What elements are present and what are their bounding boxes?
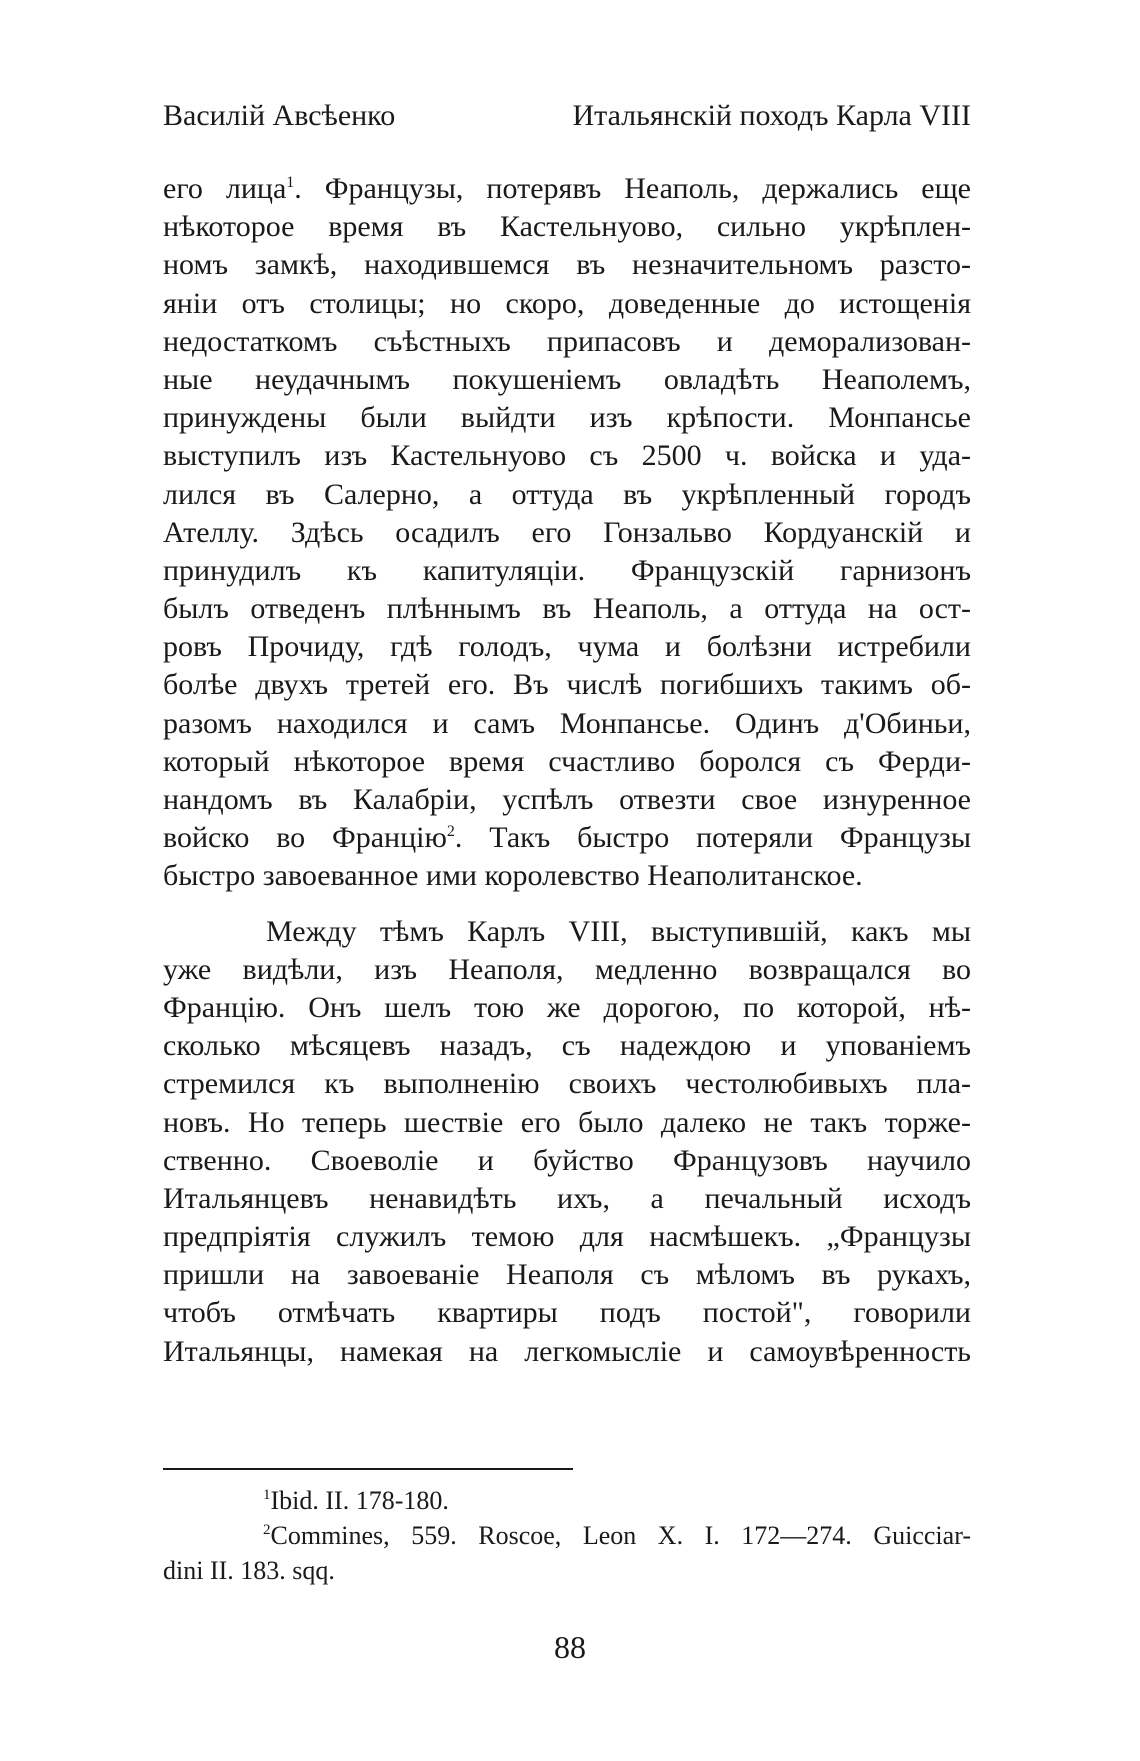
text-line: былъ отведенъ плѣннымъ въ Неаполь, а оттуда на ост- [163, 592, 971, 626]
text-line: ственно. Своеволіе и буйство Французовъ научило [163, 1143, 971, 1177]
text-line: принудилъ къ капитуляціи. Французскій гарнизонъ [163, 553, 971, 587]
text-line: Францію. Онъ шелъ тою же дорогою, по которой, нѣ- [163, 990, 971, 1024]
text-line: быстро завоеванное ими королевство Неаполитанское. [163, 859, 863, 893]
text-line: стремился къ выполненію своихъ честолюбивыхъ пла- [163, 1067, 971, 1101]
text-line: Ателлу. Здѣсь осадилъ его Гонзальво Кордуанскій и [163, 515, 971, 549]
footnotes [163, 1483, 971, 1588]
text-line: нандомъ въ Калабріи, успѣлъ отвезти свое изнуренное [163, 783, 971, 816]
text-line: номъ замкѣ, находившемся въ незначительномъ разсто- [163, 248, 971, 282]
header-author: Василій Авсѣенко [163, 99, 396, 132]
footnote-1: $^1$Ibid. II. 178-180. [263, 1486, 449, 1515]
footnote-2: $^2$Commines, 559. Roscoe, Leon X. I. 172—274. Guicciar- [263, 1521, 971, 1550]
header-title: Итальянскій походъ Карла VIII [572, 99, 971, 132]
paragraph-2 [163, 913, 971, 1371]
text-line: болѣе двухъ третей его. Въ числѣ погибшихъ такимъ об- [163, 668, 971, 702]
running-header [163, 96, 971, 136]
footnote-mark: 1 [263, 1487, 271, 1503]
text-line: войско во Францію$^2$. Такъ быстро потеряли Французы [163, 821, 971, 855]
text-line: недостаткомъ съѣстныхъ припасовъ и деморализован- [163, 324, 971, 358]
text-line: Итальянцы, намекая на легкомысліе и самоувѣренность [163, 1334, 971, 1368]
text-line: Между тѣмъ Карлъ VIII, выступившій, какъ мы [266, 914, 971, 948]
text-line: яніи отъ столицы; но скоро, доведенные до истощенія [163, 286, 971, 320]
footnote-divider [163, 1468, 573, 1470]
text-line: уже видѣли, изъ Неаполя, медленно возвращался во [163, 952, 971, 986]
footnote-ref-2[interactable]: 2 [446, 823, 455, 841]
text-line: разомъ находился и самъ Монпансье. Одинъ д'Обиньи, [163, 706, 971, 740]
text-line: чтобъ отмѣчать квартиры подъ постой", говорили [163, 1296, 971, 1330]
text-line: предпріятія служилъ темою для насмѣшекъ. „Французы [163, 1220, 971, 1254]
text-line: лился въ Салерно, а оттуда въ укрѣпленный городъ [163, 477, 971, 511]
text-line: нѣкоторое время въ Кастельнуово, сильно укрѣплен- [163, 210, 971, 244]
footnote-ref-1[interactable]: 1 [286, 174, 295, 191]
footnote-mark: 2 [263, 1522, 271, 1538]
text-line: принуждены были выйдти изъ крѣпости. Монпансье [163, 401, 971, 435]
text-line: ровъ Прочиду, гдѣ голодъ, чума и болѣзни истребили [163, 630, 971, 664]
page-number: 88 [554, 1629, 586, 1665]
paragraph-1 [163, 170, 971, 896]
text-line: новъ. Но теперь шествіе его было далеко не такъ торже- [163, 1105, 971, 1139]
text-line: который нѣкоторое время счастливо боролся съ Ферди- [163, 744, 971, 778]
page-body [163, 96, 971, 1371]
text-line: его лица$^1$. Французы, потерявъ Неаполь, держались еще [163, 172, 971, 205]
text-line: выступилъ изъ Кастельнуово съ 2500 ч. войска и уда- [163, 439, 971, 473]
text-line: сколько мѣсяцевъ назадъ, съ надеждою и упованіемъ [163, 1029, 971, 1063]
text-line: пришли на завоеваніе Неаполя съ мѣломъ въ рукахъ, [163, 1258, 971, 1292]
footnote-2-continuation: dini II. 183. sqq. [163, 1556, 335, 1585]
text-line: ные неудачнымъ покушеніемъ овладѣть Неаполемъ, [163, 362, 971, 396]
text-line: Итальянцевъ ненавидѣть ихъ, а печальный исходъ [163, 1181, 971, 1215]
